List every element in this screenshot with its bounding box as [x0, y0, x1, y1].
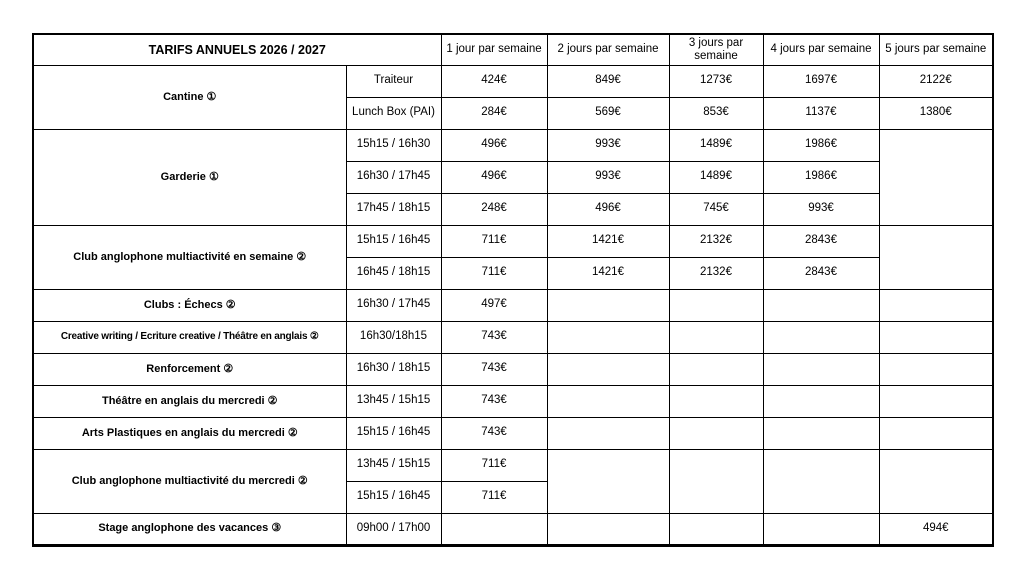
price-cell: 743€ — [441, 353, 547, 385]
price-cell: 496€ — [547, 193, 669, 225]
price-cell: 745€ — [669, 193, 763, 225]
section-label-stage-vacances: Stage anglophone des vacances ③ — [33, 513, 346, 545]
price-cell: 993€ — [763, 193, 879, 225]
price-cell: 849€ — [547, 65, 669, 97]
time-cell: 15h15 / 16h45 — [346, 481, 441, 513]
price-cell: 569€ — [547, 97, 669, 129]
price-cell: 2843€ — [763, 225, 879, 257]
section-label-renforcement: Renforcement ② — [33, 353, 346, 385]
empty-cell — [669, 385, 763, 417]
table-row — [33, 225, 993, 257]
section-label-arts-plastiques: Arts Plastiques en anglais du mercredi ② — [33, 417, 346, 449]
price-cell: 2122€ — [879, 65, 993, 97]
price-cell: 711€ — [441, 481, 547, 513]
price-cell: 711€ — [441, 257, 547, 289]
empty-cell — [669, 289, 763, 321]
column-header-2-jours: 2 jours par semaine — [547, 34, 669, 65]
empty-cell — [669, 417, 763, 449]
price-cell: 497€ — [441, 289, 547, 321]
time-cell: 16h30/18h15 — [346, 321, 441, 353]
empty-cell — [879, 321, 993, 353]
column-header-4-jours: 4 jours par semaine — [763, 34, 879, 65]
empty-cell — [763, 513, 879, 545]
table-row — [33, 513, 993, 545]
time-cell: 15h15 / 16h45 — [346, 417, 441, 449]
time-cell: 16h30 / 18h15 — [346, 353, 441, 385]
empty-cell — [441, 513, 547, 545]
empty-cell — [547, 321, 669, 353]
price-cell: 2132€ — [669, 225, 763, 257]
price-cell: 743€ — [441, 385, 547, 417]
empty-cell — [879, 417, 993, 449]
price-cell: 1421€ — [547, 225, 669, 257]
empty-cell — [763, 289, 879, 321]
empty-cell — [879, 289, 993, 321]
tarifs-annuels-table — [32, 33, 994, 547]
empty-cell — [879, 385, 993, 417]
price-cell: 1986€ — [763, 161, 879, 193]
empty-cell — [879, 225, 993, 289]
section-label-theatre-mercredi: Théâtre en anglais du mercredi ② — [33, 385, 346, 417]
price-cell: 496€ — [441, 129, 547, 161]
table-row — [33, 353, 993, 385]
pricing-table-container — [32, 33, 994, 547]
empty-cell — [547, 385, 669, 417]
price-cell: 1489€ — [669, 129, 763, 161]
time-cell: 17h45 / 18h15 — [346, 193, 441, 225]
price-cell: 1380€ — [879, 97, 993, 129]
price-cell: 993€ — [547, 161, 669, 193]
table-row — [33, 289, 993, 321]
time-cell: 16h30 / 17h45 — [346, 161, 441, 193]
section-label-creative-writing: Creative writing / Ecriture creative / Théâtre en anglais ② — [33, 321, 346, 353]
table-title: TARIFS ANNUELS 2026 / 2027 — [33, 34, 441, 65]
section-label-echecs: Clubs : Échecs ② — [33, 289, 346, 321]
column-header-5-jours: 5 jours par semaine — [879, 34, 993, 65]
empty-cell — [669, 449, 763, 513]
price-cell: 1137€ — [763, 97, 879, 129]
column-header-1-jour: 1 jour par semaine — [441, 34, 547, 65]
time-cell: Lunch Box (PAI) — [346, 97, 441, 129]
table-row — [33, 321, 993, 353]
time-cell: 16h45 / 18h15 — [346, 257, 441, 289]
price-cell: 494€ — [879, 513, 993, 545]
time-cell: 13h45 / 15h15 — [346, 449, 441, 481]
time-cell: 16h30 / 17h45 — [346, 289, 441, 321]
table-row — [33, 129, 993, 161]
price-cell: 248€ — [441, 193, 547, 225]
empty-cell — [669, 353, 763, 385]
time-cell: 15h15 / 16h30 — [346, 129, 441, 161]
table-row — [33, 65, 993, 97]
empty-cell — [763, 385, 879, 417]
empty-cell — [547, 513, 669, 545]
price-cell: 853€ — [669, 97, 763, 129]
empty-cell — [547, 289, 669, 321]
price-cell: 1489€ — [669, 161, 763, 193]
empty-cell — [547, 449, 669, 513]
section-label-garderie: Garderie ① — [33, 129, 346, 225]
empty-cell — [669, 513, 763, 545]
section-label-club-mercredi: Club anglophone multiactivité du mercredi ② — [33, 449, 346, 513]
empty-cell — [547, 353, 669, 385]
price-cell: 993€ — [547, 129, 669, 161]
empty-cell — [879, 353, 993, 385]
table-row — [33, 417, 993, 449]
time-cell: Traiteur — [346, 65, 441, 97]
price-cell: 711€ — [441, 449, 547, 481]
column-header-3-jours: 3 jours par semaine — [669, 34, 763, 65]
empty-cell — [879, 129, 993, 225]
empty-cell — [879, 449, 993, 513]
empty-cell — [669, 321, 763, 353]
price-cell: 1697€ — [763, 65, 879, 97]
price-cell: 424€ — [441, 65, 547, 97]
table-header-row — [33, 34, 993, 65]
table-row — [33, 449, 993, 481]
price-cell: 2132€ — [669, 257, 763, 289]
time-cell: 13h45 / 15h15 — [346, 385, 441, 417]
price-cell: 711€ — [441, 225, 547, 257]
price-cell: 1273€ — [669, 65, 763, 97]
empty-cell — [763, 321, 879, 353]
time-cell: 15h15 / 16h45 — [346, 225, 441, 257]
price-cell: 2843€ — [763, 257, 879, 289]
price-cell: 284€ — [441, 97, 547, 129]
price-cell: 496€ — [441, 161, 547, 193]
empty-cell — [763, 353, 879, 385]
empty-cell — [547, 417, 669, 449]
table-row — [33, 385, 993, 417]
empty-cell — [763, 449, 879, 513]
price-cell: 743€ — [441, 417, 547, 449]
price-cell: 743€ — [441, 321, 547, 353]
time-cell: 09h00 / 17h00 — [346, 513, 441, 545]
section-label-cantine: Cantine ① — [33, 65, 346, 129]
empty-cell — [763, 417, 879, 449]
price-cell: 1421€ — [547, 257, 669, 289]
price-cell: 1986€ — [763, 129, 879, 161]
section-label-club-semaine: Club anglophone multiactivité en semaine ② — [33, 225, 346, 289]
